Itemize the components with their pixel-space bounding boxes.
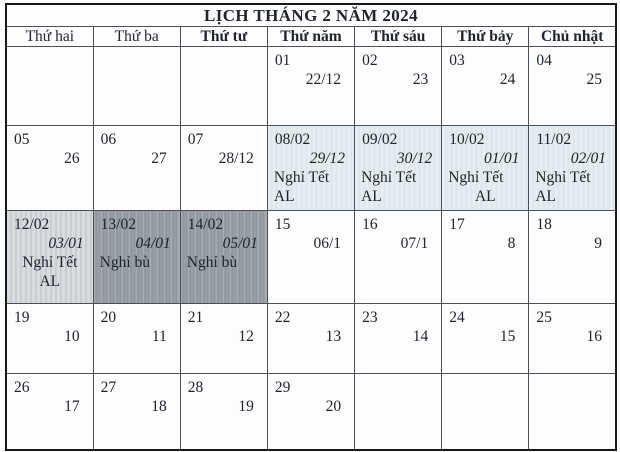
day-cell [355, 126, 442, 211]
day-cell [442, 126, 529, 211]
day-number: 16 [362, 216, 378, 233]
day-number [529, 374, 615, 379]
day-number: 21 [187, 309, 204, 326]
day-cell [180, 304, 267, 374]
day-number: 24 [449, 309, 465, 326]
day-number: 11/02 [536, 131, 572, 148]
day-cell [6, 47, 93, 126]
weekday-header-sat: Thứ bảy [442, 27, 529, 47]
lunar-date: 15 [499, 328, 516, 345]
day-number: 22 [274, 309, 291, 326]
day-cell [267, 304, 354, 374]
lunar-date: 24 [499, 71, 516, 88]
day-number: 08/02 [274, 131, 311, 148]
day-number: 26 [14, 379, 30, 396]
day-number [442, 374, 528, 379]
lunar-date: 26 [64, 150, 80, 167]
day-cell [6, 374, 93, 450]
weekday-header-tue: Thứ ba [93, 27, 180, 47]
lunar-date: 16 [586, 328, 602, 345]
day-cell [442, 374, 529, 450]
day-cell [93, 47, 180, 126]
lunar-date: 18 [151, 398, 167, 415]
day-number: 15 [274, 216, 291, 233]
holiday-label: Nghỉ Tết [22, 254, 78, 271]
weekday-header-mon: Thứ hai [6, 27, 93, 47]
day-number: 28 [187, 379, 204, 396]
day-number: 17 [449, 216, 465, 233]
lunar-date: 23 [412, 71, 429, 88]
holiday-label: Nghỉ Tết [535, 169, 591, 186]
day-cell [267, 47, 354, 126]
day-number: 29 [274, 379, 291, 396]
day-number [7, 47, 93, 52]
lunar-date: 04/01 [135, 235, 171, 252]
day-cell [93, 374, 180, 450]
day-number: 25 [536, 309, 552, 326]
weekday-header-sun: Chủ nhật [529, 27, 616, 47]
lunar-date: 19 [238, 398, 254, 415]
day-number: 06 [100, 131, 117, 148]
lunar-date: 06/1 [313, 235, 342, 252]
day-number [181, 47, 267, 52]
holiday-label: Nghỉ bù [186, 254, 238, 271]
lunar-date: 22/12 [305, 71, 342, 88]
lunar-date: 29/12 [309, 150, 346, 167]
day-cell [355, 374, 442, 450]
holiday-label-2: AL [273, 188, 295, 205]
calendar-title: LỊCH THÁNG 2 NĂM 2024 [6, 4, 616, 27]
lunar-date: 02/01 [570, 150, 606, 167]
day-number: 03 [449, 52, 465, 69]
lunar-date: 17 [64, 398, 80, 415]
day-cell [180, 47, 267, 126]
day-cell [529, 47, 616, 126]
day-cell [529, 374, 616, 450]
lunar-date: 20 [325, 398, 342, 415]
day-number: 20 [100, 309, 117, 326]
holiday-label: Nghỉ Tết [273, 169, 330, 186]
day-number: 13/02 [100, 216, 136, 233]
day-cell [180, 126, 267, 211]
day-cell [180, 211, 267, 304]
day-number: 27 [100, 379, 117, 396]
day-cell [93, 211, 180, 304]
day-number: 19 [14, 309, 30, 326]
day-cell [529, 304, 616, 374]
lunar-date: 8 [507, 235, 516, 252]
weekday-header-wed: Thứ tư [180, 27, 267, 47]
day-number: 12/02 [14, 216, 50, 233]
day-cell [529, 211, 616, 304]
holiday-label-2: AL [39, 273, 61, 290]
day-cell [93, 126, 180, 211]
lunar-date: 14 [412, 328, 429, 345]
day-cell [442, 47, 529, 126]
day-cell [442, 211, 529, 304]
holiday-label-2: AL [535, 188, 557, 205]
day-cell [267, 211, 354, 304]
lunar-date: 25 [586, 71, 602, 88]
lunar-date: 12 [238, 328, 254, 345]
day-cell [6, 126, 93, 211]
lunar-date: 03/01 [48, 235, 84, 252]
day-cell [267, 374, 354, 450]
day-cell [355, 47, 442, 126]
lunar-date: 11 [151, 328, 167, 345]
day-cell [355, 211, 442, 304]
lunar-date: 10 [64, 328, 80, 345]
day-cell [93, 304, 180, 374]
lunar-date: 27 [151, 150, 167, 167]
day-number: 09/02 [362, 131, 398, 148]
day-number: 23 [362, 309, 378, 326]
day-number: 04 [536, 52, 552, 69]
day-number: 18 [536, 216, 552, 233]
weekday-header-fri: Thứ sáu [355, 27, 442, 47]
holiday-label-2: AL [474, 188, 496, 205]
calendar-table [5, 3, 617, 451]
day-cell [6, 304, 93, 374]
lunar-date: 13 [325, 328, 342, 345]
day-number: 01 [274, 52, 291, 69]
weekday-header-thu: Thứ năm [267, 27, 354, 47]
day-number [355, 374, 441, 379]
lunar-date: 30/12 [396, 150, 433, 167]
lunar-date: 07/1 [400, 235, 429, 252]
holiday-label: Nghỉ bù [99, 254, 151, 271]
lunar-date: 05/01 [222, 235, 258, 252]
holiday-label: Nghỉ Tết [448, 169, 504, 186]
day-cell [180, 374, 267, 450]
day-cell [442, 304, 529, 374]
day-cell [355, 304, 442, 374]
lunar-date: 28/12 [218, 150, 254, 167]
day-number: 02 [362, 52, 378, 69]
day-cell [267, 126, 354, 211]
day-number [94, 47, 180, 52]
day-number: 05 [14, 131, 30, 148]
lunar-date: 01/01 [484, 150, 520, 167]
day-cell [529, 126, 616, 211]
lunar-date: 9 [594, 235, 602, 252]
holiday-label-2: AL [361, 188, 382, 205]
day-number: 07 [187, 131, 204, 148]
day-number: 10/02 [449, 131, 485, 148]
day-cell [6, 211, 93, 304]
day-number: 14/02 [187, 216, 224, 233]
holiday-label: Nghỉ Tết [361, 169, 417, 186]
